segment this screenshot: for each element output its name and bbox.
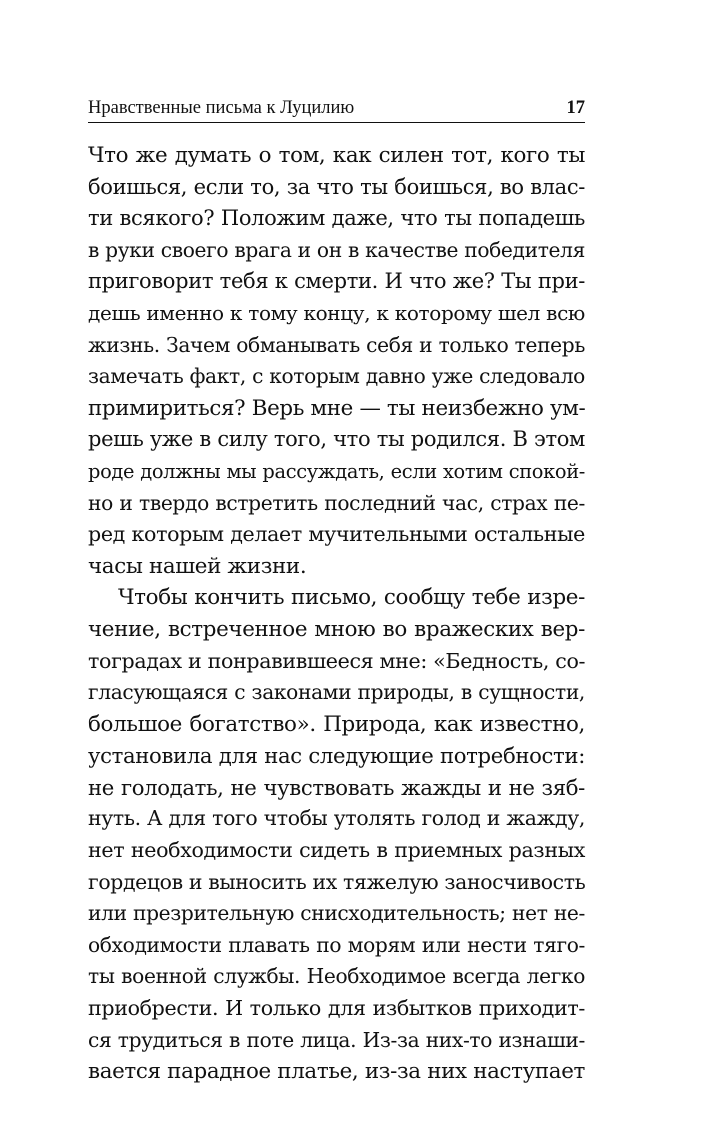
text-line: дешь именно к тому концу, к которому шел всю xyxy=(88,300,585,325)
text-line: часы нашей жизни. xyxy=(88,553,307,579)
text-line: ред которым делает мучительными остальные xyxy=(88,522,585,547)
text-line: приобрести. И только для избытков приходит- xyxy=(88,996,585,1021)
text-line: ты военной службы. Необходимое всегда легко xyxy=(88,964,585,989)
text-line: решь уже в силу того, что ты родился. В этом xyxy=(88,427,585,452)
page-number: 17 xyxy=(566,98,585,118)
paragraph-1 xyxy=(88,140,585,582)
text-line: или презрительную снисходительность; нет не- xyxy=(88,901,585,926)
text-line: не голодать, не чувствовать жажды и не зяб- xyxy=(88,774,585,800)
text-line: большое богатство». Природа, как известно, xyxy=(88,711,585,737)
text-line: Что же думать о том, как силен тот, кого ты xyxy=(88,143,585,168)
text-line: но и твердо встретить последний час, страх пе- xyxy=(88,490,585,515)
text-line: установила для нас следующие потребности: xyxy=(88,743,585,769)
text-line: приговорит тебя к смерти. И что же? Ты при- xyxy=(88,269,585,294)
text-line: вается парадное платье, из-за них наступает xyxy=(88,1059,585,1085)
text-line: чение, встреченное мною во вражеских вер- xyxy=(88,616,585,642)
text-line: ся трудиться в поте лица. Из-за них-то изнаши- xyxy=(88,1027,585,1052)
body-text xyxy=(88,140,585,1088)
text-line: Чтобы кончить письмо, сообщу тебе изре- xyxy=(118,585,585,611)
text-line: гласующаяся с законами природы, в сущности, xyxy=(88,680,585,705)
text-line: боишься, если то, за что ты боишься, во влас- xyxy=(88,174,585,199)
running-title: Нравственные письма к Луцилию xyxy=(88,98,355,118)
text-line: жизнь. Зачем обманывать себя и только теперь xyxy=(88,332,585,357)
text-line: обходимости плавать по морям или нести тяго- xyxy=(88,932,585,957)
text-line: нуть. А для того чтобы утолять голод и жажду, xyxy=(88,806,585,831)
text-line: ти всякого? Положим даже, что ты попадешь xyxy=(88,206,585,231)
text-line: нет необходимости сидеть в приемных разных xyxy=(88,838,585,863)
text-line: гордецов и выносить их тяжелую заносчивость xyxy=(88,869,586,894)
text-line: замечать факт, с которым давно уже следовало xyxy=(88,364,585,389)
text-line: роде должны мы рассуждать, если хотим спокой- xyxy=(88,459,585,483)
page-header xyxy=(88,92,585,123)
paragraph-2 xyxy=(88,582,585,1088)
text-line: в руки своего врага и он в качестве победителя xyxy=(88,237,585,262)
text-line: тоградах и понравившееся мне: «Бедность, со- xyxy=(88,648,586,673)
text-line: примириться? Верь мне — ты неизбежно ум- xyxy=(88,395,586,421)
